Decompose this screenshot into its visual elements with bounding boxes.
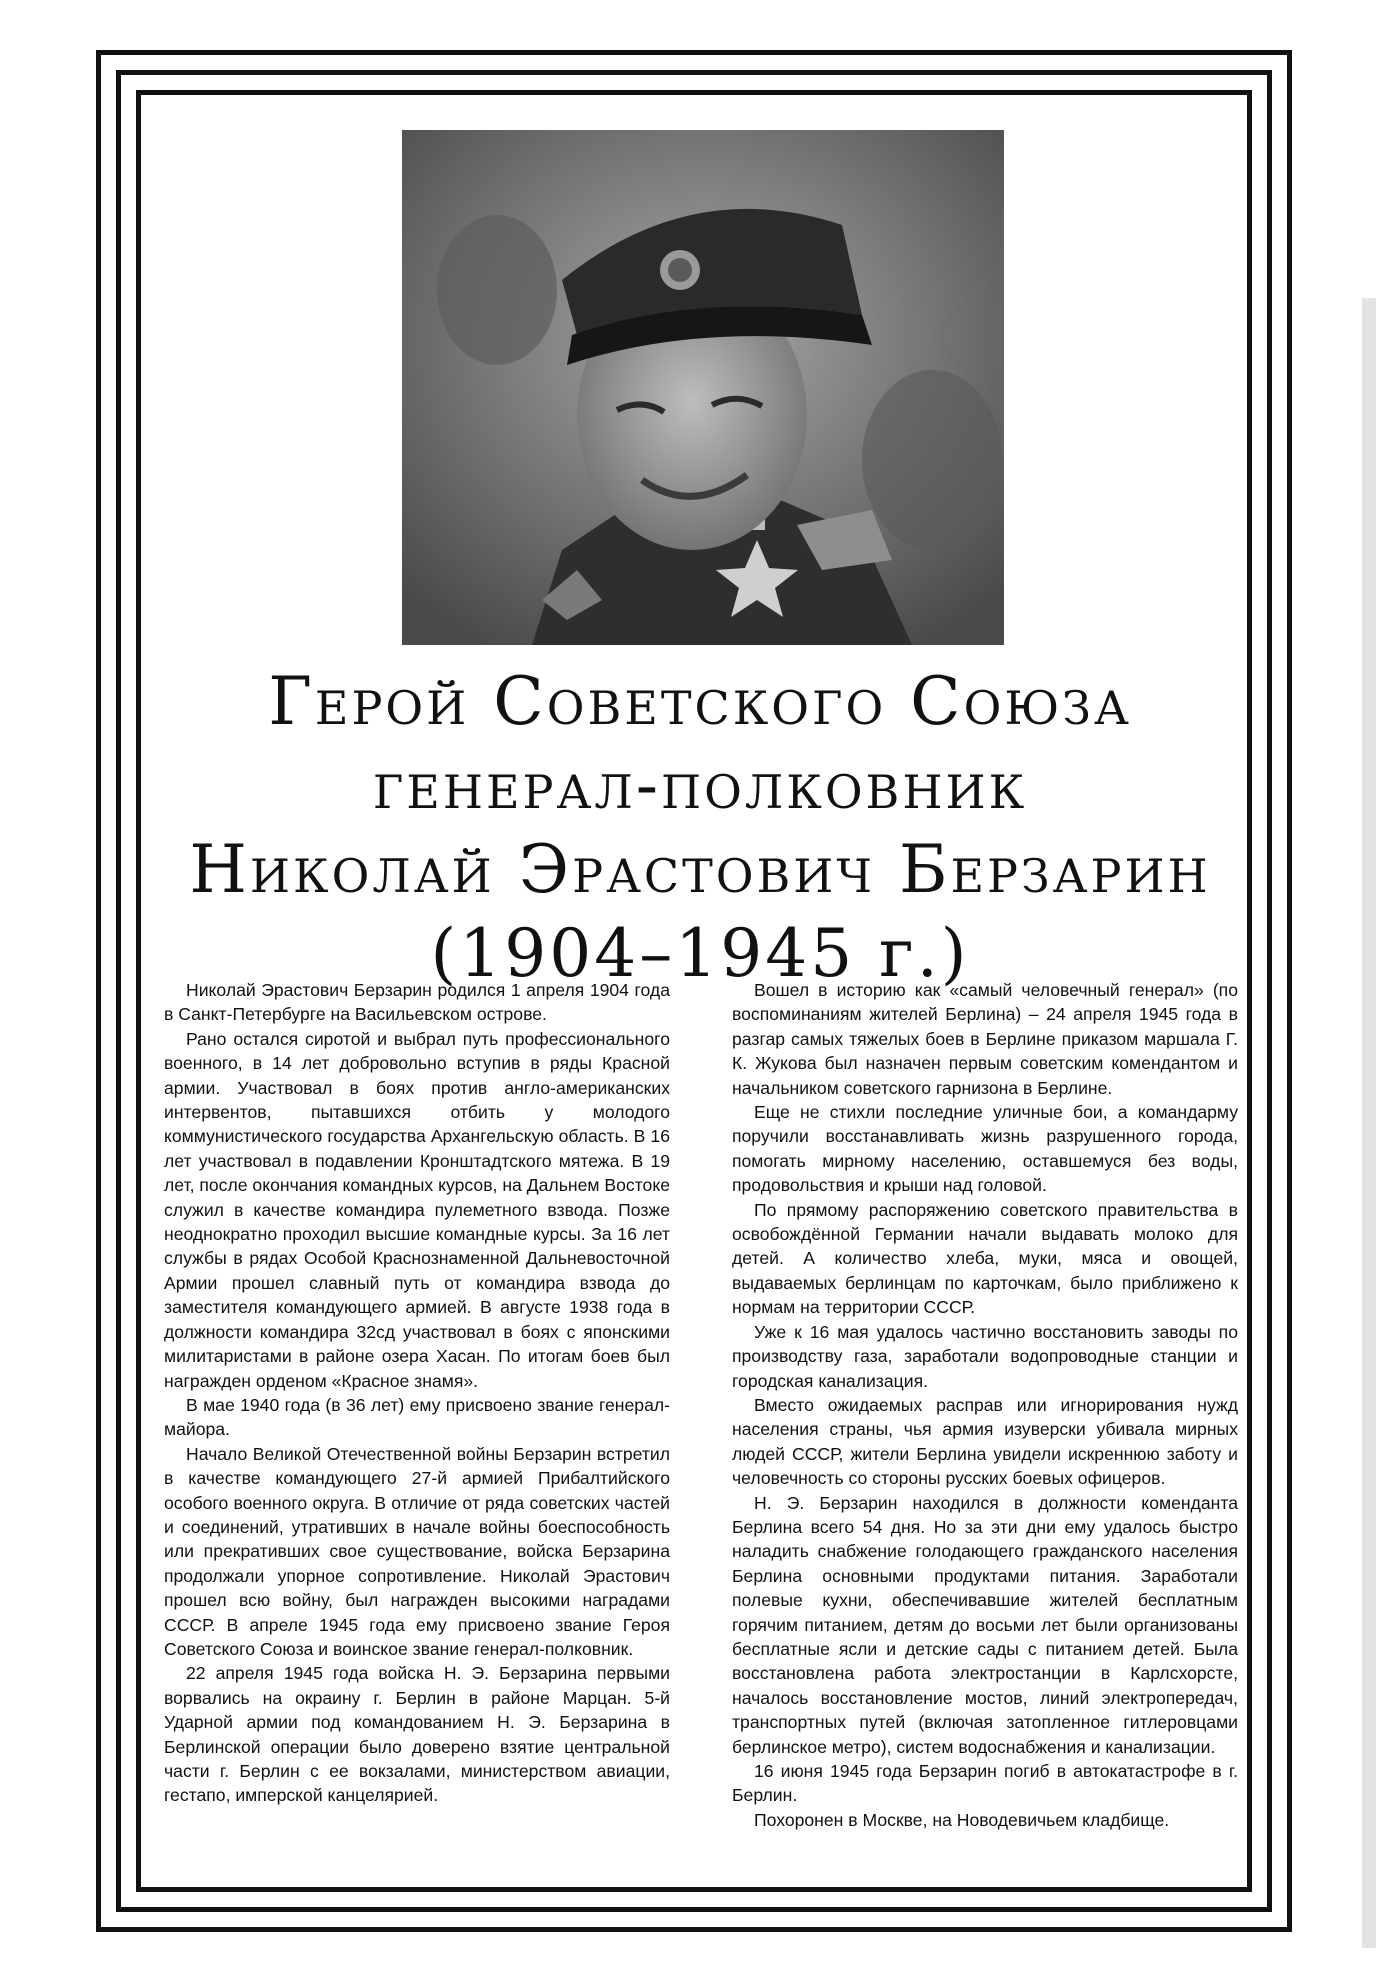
portrait-photo-icon xyxy=(402,130,1004,645)
page-edge-strip xyxy=(1362,298,1376,1948)
paragraph: 22 апреля 1945 года войска Н. Э. Берзарина первыми ворвались на окраину г. Берлин в районе Марцан. 5-й Ударной армии под командованием Н. Э. Берзарина в Берлинской операции было доверено взятие центральной части г. Берлин с ее вокзалами, министерством авиации, гестапо, имперской канцелярией. xyxy=(164,1663,670,1806)
paragraph: В мае 1940 года (в 36 лет) ему присвоено звание генерал-майора. xyxy=(164,1394,670,1440)
paragraph: Вошел в историю как «самый человечный генерал» (по воспоминаниям жителей Берлина) – 24 апреля 1945 года в разгар самых тяжелых боев в Берлине приказом маршала Г. К. Жукова был назначен первым советским комендантом и начальником советского гарнизона в Берлине. xyxy=(732,980,1238,1098)
paragraph: 16 июня 1945 года Берзарин погиб в автокатастрофе в г. Берлин. xyxy=(732,1761,1238,1806)
title-years: (1904–1945 г.) xyxy=(430,915,970,992)
paragraph: Николай Эрастович Берзарин родился 1 апреля 1904 года в Санкт-Петербурге на Васильевском острове. xyxy=(164,980,670,1025)
paragraph: Рано остался сиротой и выбрал путь профессионального военного, в 14 лет добровольно вступив в ряды Красной армии. Участвовал в боях против англо-американских интервентов, пытавшихся отбить у молодого коммунистического государства Архангельскую область. В 16 лет участвовал в подавлении Кронштадтского мятежа. В 19 лет, после окончания командных курсов, на Дальнем Востоке служил в качестве командира пулеметного взвода. Позже неоднократно проходил высшие командные курсы. За 16 лет службы в рядах Особой Краснознаменной Дальневосточной Армии прошел славный путь от командира взвода до заместителя командующего армией. В августе 1938 года в должности командира 32сд участвовал в боях с японскими милитаристами в районе озера Хасан. По итогам боев был награжден орденом «Красное знамя». xyxy=(164,1028,670,1391)
paragraph: По прямому распоряжению советского правительства в освобождённой Германии начали выдавать молоко для детей. А количество хлеба, муки, мяса и овощей, выдаваемых берлинцам по карточкам, было приближено к нормам на территории СССР. xyxy=(732,1199,1238,1318)
paragraph: Н. Э. Берзарин находился в должности коменданта Берлина всего 54 дня. Но за эти дни ему удалось быстро наладить снабжение голодающего гражданского населения Берлина основными продуктами питания. Заработали полевые кухни, обеспечивавшие жителей бесплатным горячим питанием, детям до восьми лет были организованы бесплатные ясли и детские сады с питанием детей. Была восстановлена работа электростанции в Карлсхорсте, началось восстановление мостов, линий электропередач, транспортных путей (включая затопленное гитлеровцами берлинское метро), систем водоснабжения и канализации. xyxy=(732,1492,1238,1757)
right-text-column xyxy=(732,978,1238,1832)
paragraph: Еще не стихли последние уличные бои, а командарму поручили восстанавливать жизнь разрушенного города, помогать мирному населению, оставшемуся без воды, продовольствия и крыши над головой. xyxy=(732,1102,1238,1196)
title-line-3: Николай Эрастович Берзарин xyxy=(189,831,1211,908)
paragraph: Уже к 16 мая удалось частично восстановить заводы по производству газа, заработали водопроводные станции и городская канализация. xyxy=(732,1321,1238,1391)
left-text-column xyxy=(164,978,670,1808)
paragraph: Похоронен в Москве, на Новодевичьем кладбище. xyxy=(754,1809,1170,1830)
paragraph: Вместо ожидаемых расправ или игнорирования нужд населения страны, чья армия изуверски убивала мирных людей СССР, жители Берлина увидели искреннюю заботу и человечность со стороны русских боевых офицеров. xyxy=(732,1394,1238,1489)
portrait-photo xyxy=(402,130,1004,645)
title-line-2: генерал-полковник xyxy=(372,747,1028,824)
title-line-1: Герой Советского Союза xyxy=(268,663,1132,740)
paragraph: Начало Великой Отечественной войны Берзарин встретил в качестве командующего 27-й армией Прибалтийского особого военного округа. В отличие от ряда советских частей и соединений, утративших в начале войны боеспособность или прекративших свое существование, войска Берзарина продолжали упорное сопротивление. Николай Эрастович прошел всю войну, был награжден высокими наградами СССР. В апреле 1945 года ему присвоено звание Героя Советского Союза и воинское звание генерал-полковник. xyxy=(164,1443,670,1659)
title-block xyxy=(150,660,1250,996)
